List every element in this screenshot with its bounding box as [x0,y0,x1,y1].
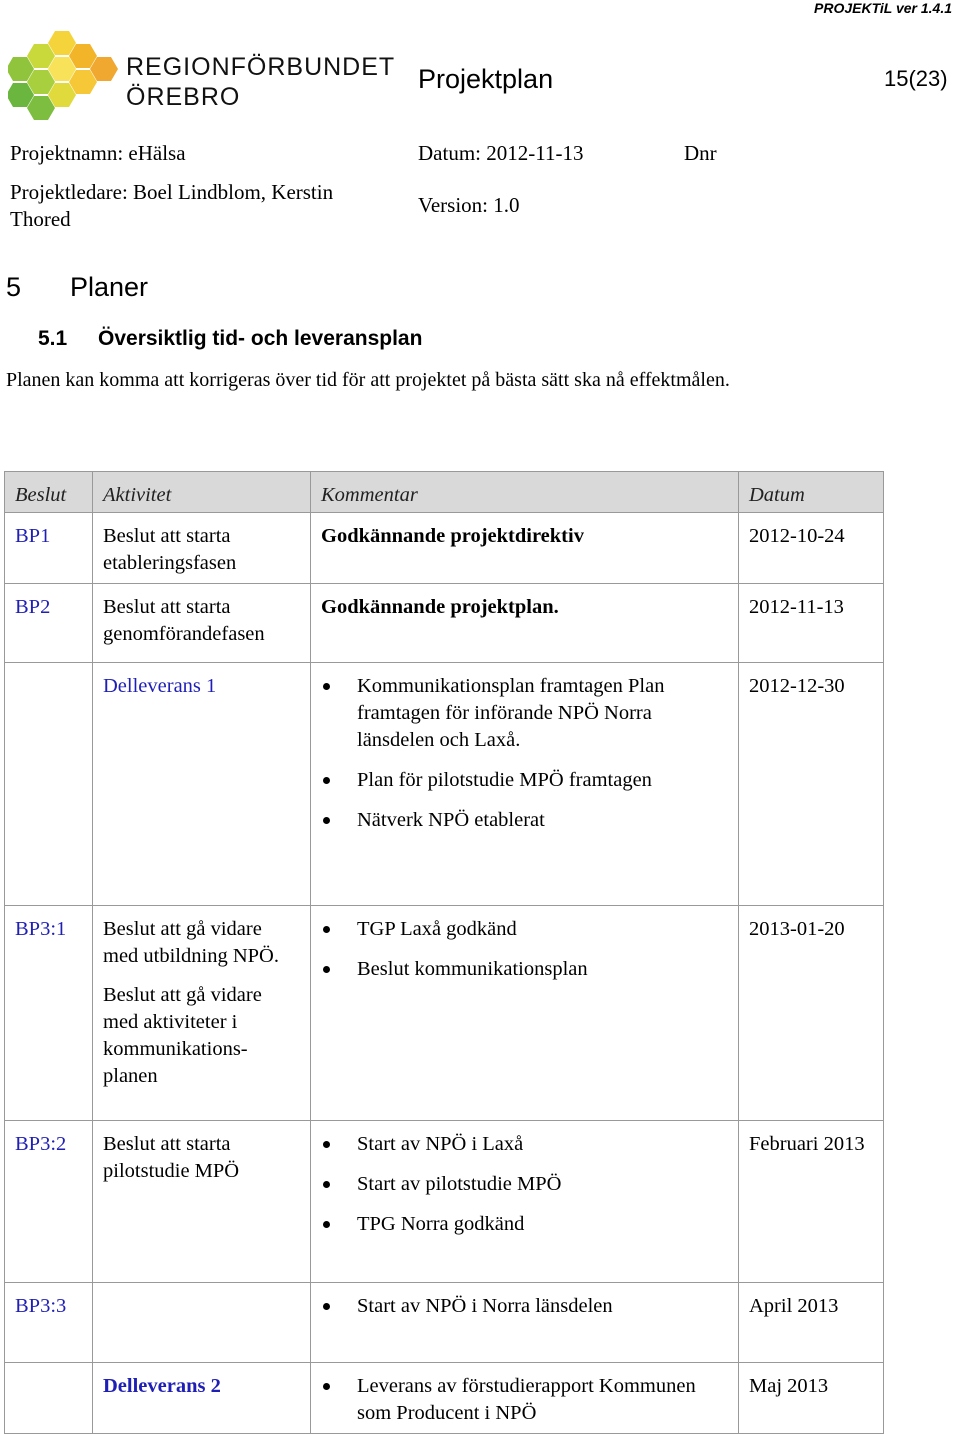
logo-line-2: ÖREBRO [126,83,241,111]
kommentar-list [321,673,728,834]
aktivitet-cell [93,1283,311,1363]
kommentar-cell [311,906,739,1121]
section-number: 5 [6,272,22,302]
aktivitet-text: Delleverans 1 [103,675,217,697]
kommentar-cell [311,1283,739,1363]
aktivitet-cell [93,1363,311,1434]
aktivitet-cell [93,663,311,906]
kommentar-cell [311,663,739,906]
header-datum: Datum [739,472,884,513]
list-item: Plan för pilotstudie MPÖ framtagen [357,767,728,794]
project-name: Projektnamn: eHälsa [10,141,186,165]
document-date: Datum: 2012-11-13 [418,141,584,165]
list-item: TPG Norra godkänd [357,1211,728,1238]
beslut-cell: BP3:1 [5,906,93,1121]
table-row [5,663,884,906]
kommentar-cell: Godkännande projektplan. [311,584,739,663]
plan-table [4,471,884,1434]
datum-cell: 2012-11-13 [739,584,884,663]
datum-cell: 2012-12-30 [739,663,884,906]
dnr-label: Dnr [684,141,717,165]
kommentar-list [321,1293,728,1320]
aktivitet-text: Beslut att gå vidare med aktiviteter i kommunikations-planen [103,984,262,1087]
subsection-title: Översiktlig tid- och leveransplan [98,327,423,350]
table-row [5,584,884,663]
list-item: Leverans av förstudierapport Kommunen som Producent i NPÖ [357,1373,728,1427]
table-header-row [5,472,884,513]
beslut-cell: BP1 [5,513,93,584]
datum-cell: Februari 2013 [739,1121,884,1283]
table-row [5,1283,884,1363]
project-leader: Projektledare: Boel Lindblom, Kerstin Thored [10,180,334,231]
aktivitet-cell [93,513,311,584]
list-item: Kommunikationsplan framtagen Plan framtagen för införande NPÖ Norra länsdelen och Laxå. [357,673,728,754]
version-tag: PROJEKTiL ver 1.4.1 [814,0,952,16]
list-item: Beslut kommunikationsplan [357,956,728,983]
beslut-cell: BP2 [5,584,93,663]
aktivitet-cell [93,584,311,663]
datum-cell: April 2013 [739,1283,884,1363]
kommentar-list [321,1131,728,1238]
table-row [5,1121,884,1283]
beslut-cell [5,663,93,906]
list-item: Nätverk NPÖ etablerat [357,807,728,834]
kommentar-cell [311,1363,739,1434]
table-row [5,513,884,584]
section-title: Planer [70,272,149,302]
document-title: Projektplan [418,64,554,94]
logo-line-1: REGIONFÖRBUNDET [126,53,396,81]
section-heading [6,272,148,303]
subsection-number: 5.1 [38,327,68,350]
logo-wordmark [126,52,395,112]
list-item: Start av NPÖ i Norra länsdelen [357,1293,728,1320]
kommentar-list [321,1373,728,1427]
aktivitet-cell [93,906,311,1121]
list-item: TGP Laxå godkänd [357,916,728,943]
kommentar-cell [311,1121,739,1283]
datum-cell: Maj 2013 [739,1363,884,1434]
subsection-heading [38,327,422,351]
intro-paragraph: Planen kan komma att korrigeras över tid för att projektet på bästa sätt ska nå effektmålen. [6,369,730,391]
header-aktivitet: Aktivitet [93,472,311,513]
table-row [5,1363,884,1434]
datum-cell: 2012-10-24 [739,513,884,584]
header-kommentar: Kommentar [311,472,739,513]
page-number: 15(23) [884,66,948,91]
aktivitet-text: Beslut att starta pilotstudie MPÖ [103,1133,240,1182]
datum-cell: 2013-01-20 [739,906,884,1121]
kommentar-list [321,916,728,983]
document-version: Version: 1.0 [418,193,520,217]
header-beslut: Beslut [5,472,93,513]
aktivitet-text: Beslut att starta genomförandefasen [103,596,265,645]
beslut-cell [5,1363,93,1434]
beslut-cell: BP3:2 [5,1121,93,1283]
beslut-cell: BP3:3 [5,1283,93,1363]
list-item: Start av pilotstudie MPÖ [357,1171,728,1198]
aktivitet-text: Beslut att starta etableringsfasen [103,525,237,574]
kommentar-cell: Godkännande projektdirektiv [311,513,739,584]
regionforbundet-logo-icon [8,28,122,128]
table-row [5,906,884,1121]
list-item: Start av NPÖ i Laxå [357,1131,728,1158]
aktivitet-text: Delleverans 2 [103,1375,221,1397]
aktivitet-cell [93,1121,311,1283]
aktivitet-text: Beslut att gå vidare med utbildning NPÖ. [103,918,279,967]
